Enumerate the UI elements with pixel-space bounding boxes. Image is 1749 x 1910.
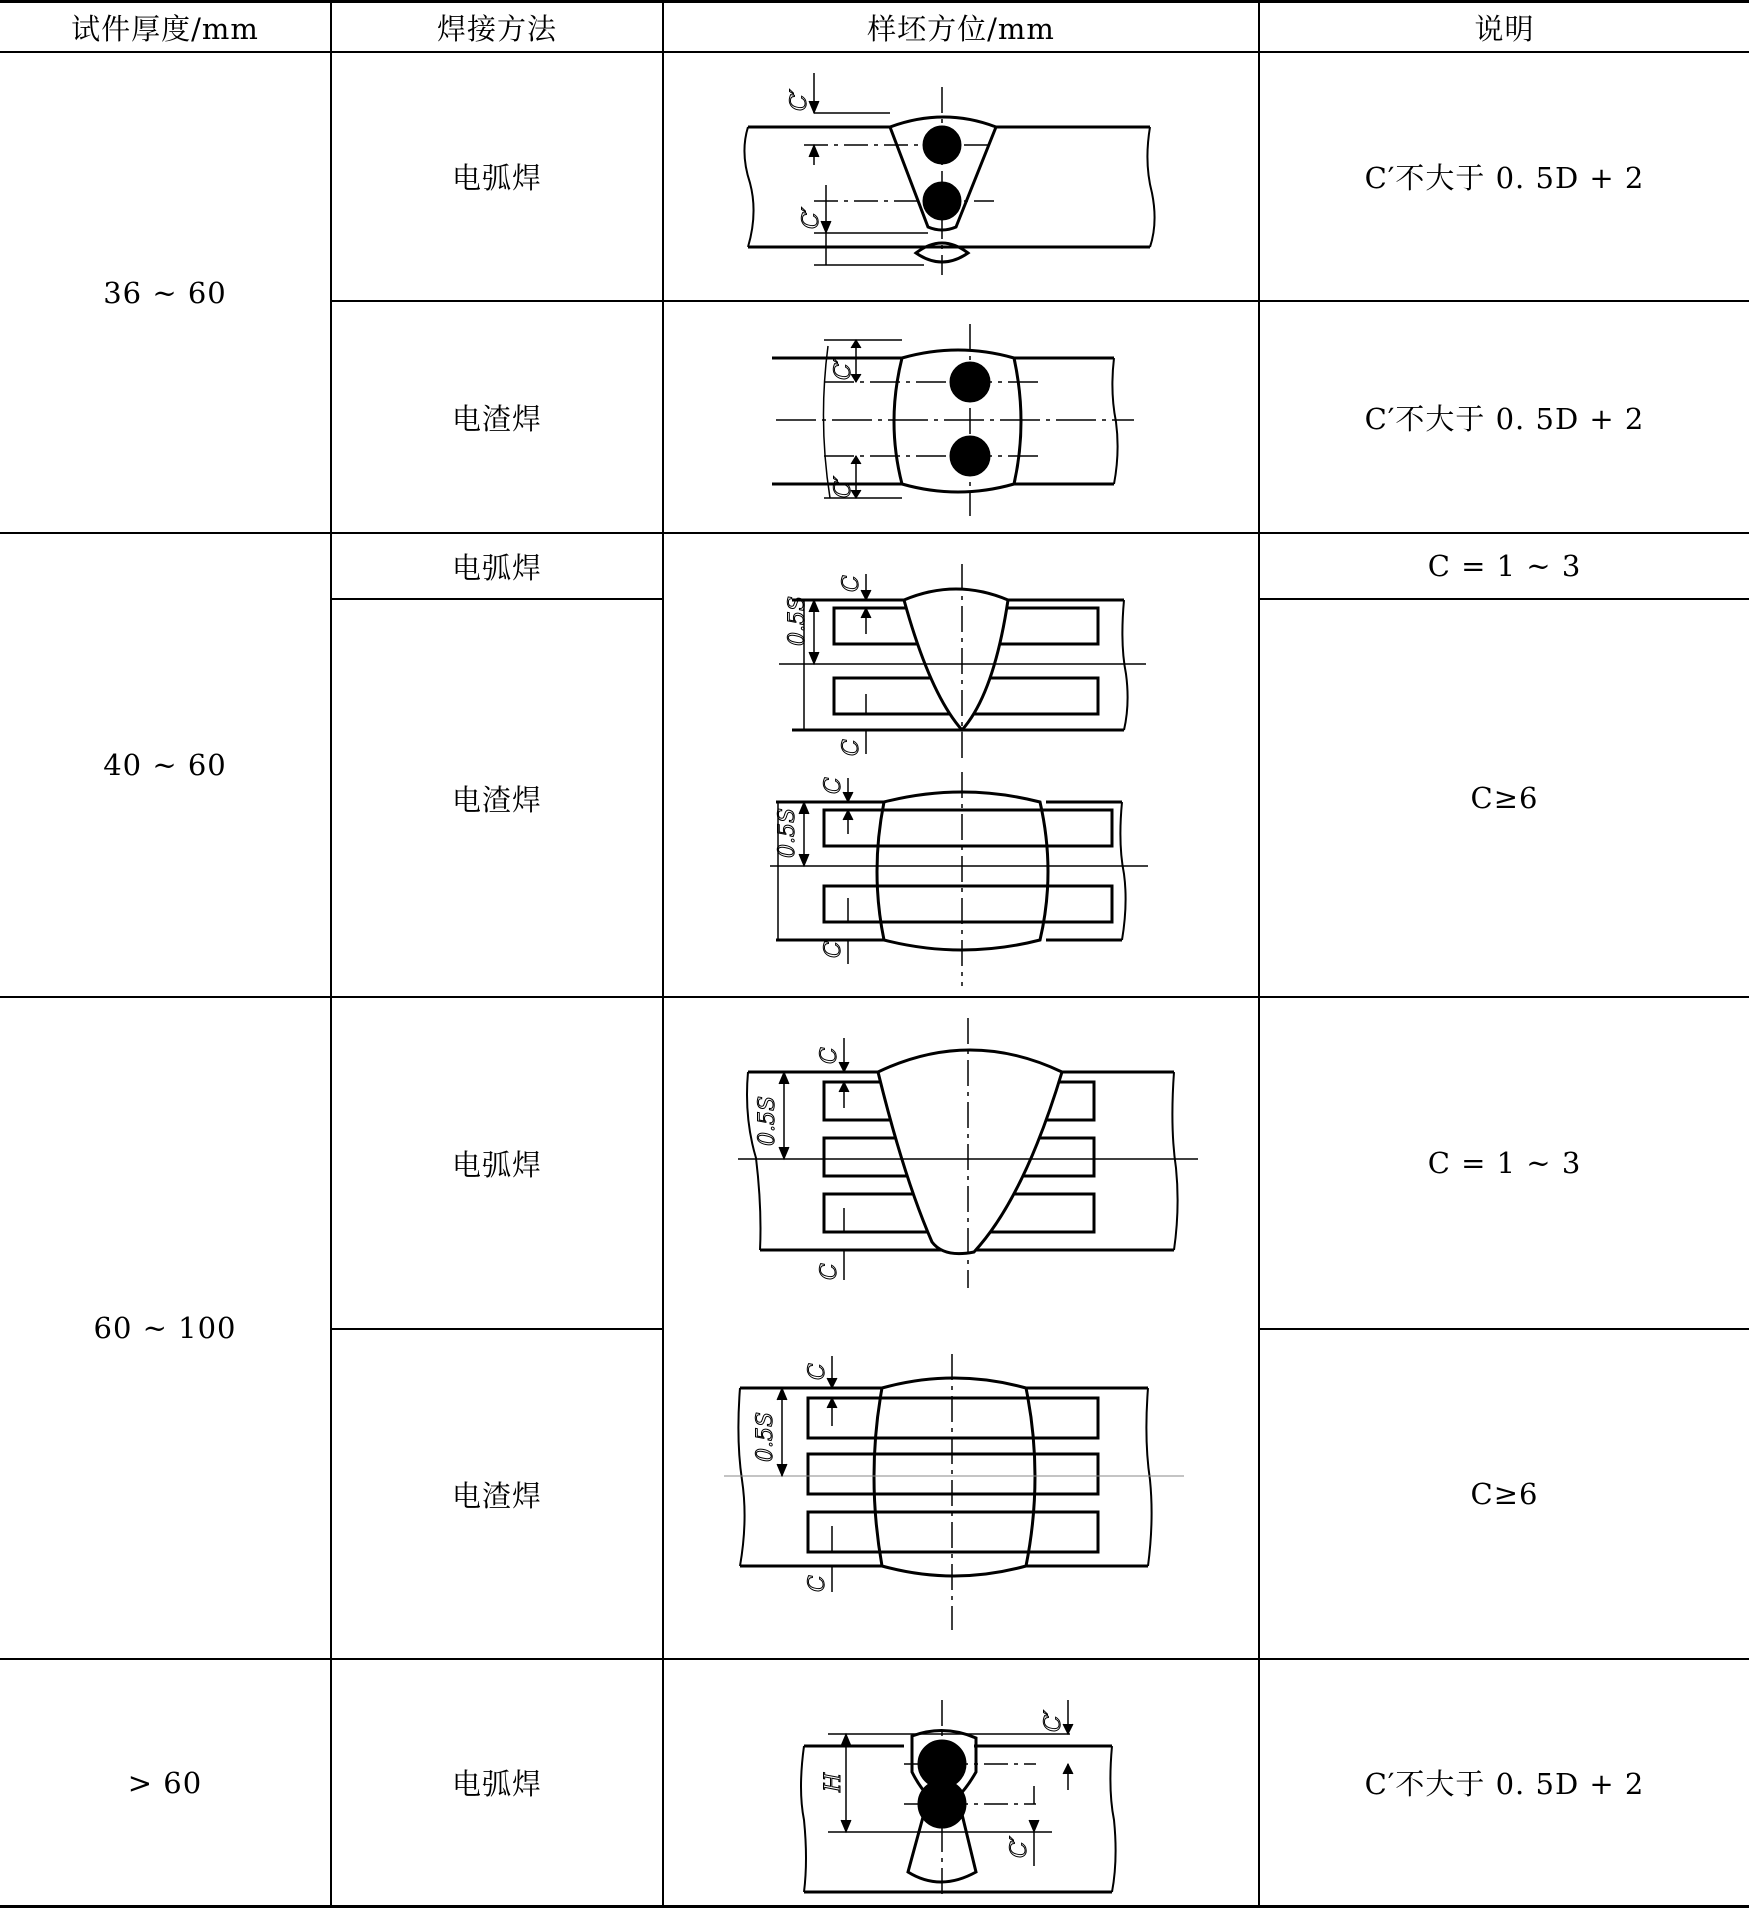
header-orientation: 样坯方位/mm [867,11,1055,46]
method-cell: 电渣焊 [451,782,542,817]
method-cell: 电弧焊 [451,550,542,585]
dim-label-c-prime: C′ [831,358,856,380]
note-cell: C≥6 [1470,1477,1539,1511]
figure-electroslag-flat-specimens-60-100 [664,1330,1258,1658]
note-cell: C′不大于 0. 5D + 2 [1364,401,1645,436]
method-cell: 电弧焊 [451,1767,542,1801]
note-cell: C≥6 [1470,781,1539,815]
thickness-cell: 40 ~ 60 [103,748,227,782]
figure-arc-weld-flat-specimens-60-100 [664,998,1258,1328]
dim-label-c-prime: C′ [831,476,856,498]
dim-label-c: C [805,1575,830,1592]
figure-arc-weld-stacked-round-specimens [664,1660,1258,1905]
header-note: 说明 [1474,11,1535,46]
note-cell: C = 1 ~ 3 [1427,549,1582,583]
figure-arc-weld-flat-specimens-40-60 [664,534,1258,764]
dim-label-half-s: 0.5S [753,1411,778,1462]
dim-label-c: C [817,1047,842,1064]
thickness-cell: 36 ~ 60 [103,275,227,310]
note-cell: C′不大于 0. 5D + 2 [1364,1767,1645,1801]
dim-label-c: C [805,1363,830,1380]
header-method: 焊接方法 [436,11,557,46]
dim-label-half-s: 0.5S [755,1095,780,1146]
dim-label-c-prime: C′ [787,89,812,111]
figure-arc-weld-round-specimens [664,53,1258,300]
table-bottom-rule [0,1905,1749,1908]
note-cell: C = 1 ~ 3 [1427,1146,1582,1180]
dim-label-half-s: 0.5S [775,807,800,858]
dim-label-half-s: 0.5S [785,595,810,646]
dim-label-c: C [839,575,864,592]
dim-label-c: C [821,777,846,794]
dim-label-c: C [821,941,846,958]
thickness-cell: 60 ~ 100 [93,1311,237,1345]
method-cell: 电渣焊 [451,401,542,436]
figure-electroslag-round-specimens [664,302,1258,532]
figure-electroslag-flat-specimens-40-60 [664,764,1258,996]
header-thickness: 试件厚度/mm [71,11,259,46]
method-cell: 电弧焊 [451,161,542,195]
dim-label-c: C [839,739,864,756]
dim-label-c-prime: C′ [1041,1710,1066,1732]
thickness-cell: > 60 [127,1765,203,1800]
method-cell: 电弧焊 [451,1147,542,1182]
dim-label-h: H [821,1772,846,1792]
dim-label-c: C [817,1263,842,1280]
dim-label-c-prime: C′ [799,207,824,229]
note-cell: C′不大于 0. 5D + 2 [1364,161,1645,195]
method-cell: 电渣焊 [451,1478,542,1513]
dim-label-c-prime: C′ [1007,1836,1032,1858]
